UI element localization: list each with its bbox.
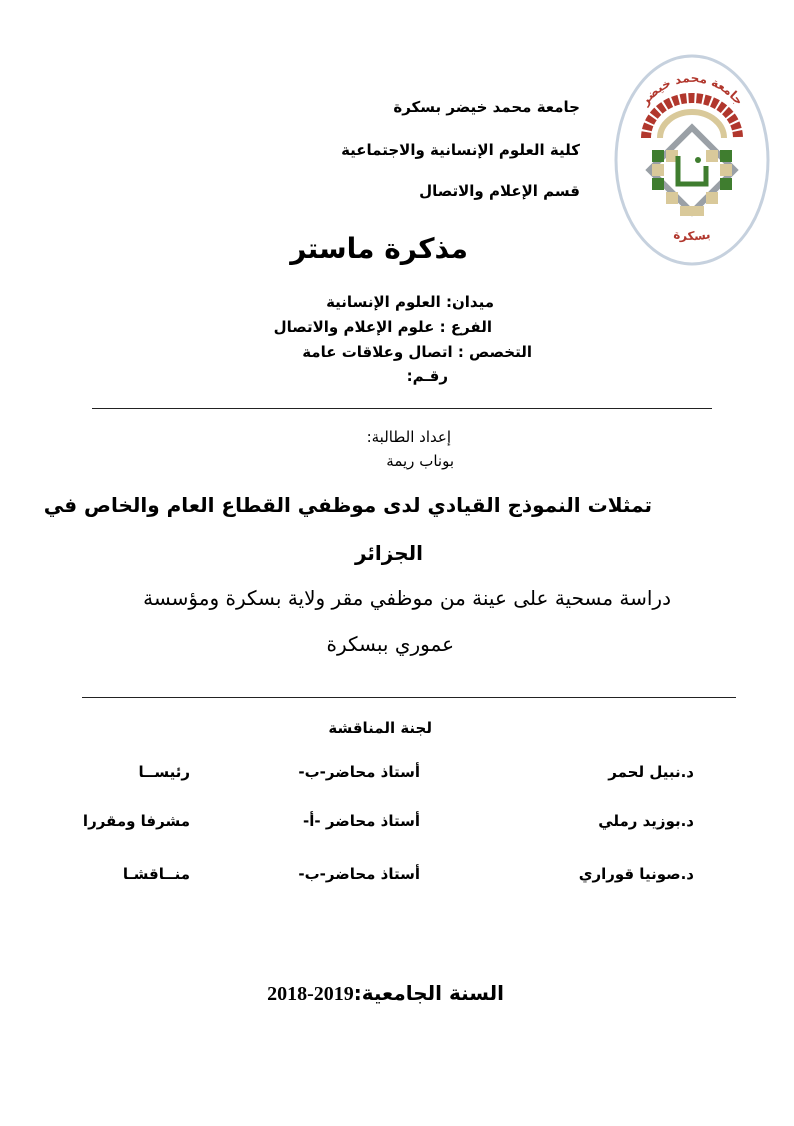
member-role: منــاقشـا [122, 865, 190, 883]
logo-top-text: جامعة محمد خيضر [637, 70, 747, 108]
divider-top [92, 408, 712, 409]
member-rank: أستاذ محاضر -أ- [303, 812, 420, 830]
faculty-name: كلية العلوم الإنسانية والاجتماعية [341, 141, 580, 159]
committee-heading: لجنة المناقشة [328, 719, 432, 737]
member-name: د.بوزيد رملي [598, 812, 694, 830]
field-domain: ميدان: العلوم الإنسانية [326, 293, 494, 311]
academic-year [267, 981, 504, 1006]
department-name: قسم الإعلام والاتصال [419, 182, 580, 200]
member-rank: أستاذ محاضر-ب- [298, 865, 420, 883]
student-name: بوناب ريمة [386, 452, 454, 470]
member-name: د.صونيا قوراري [578, 865, 694, 883]
thesis-title-line1: تمثلات النموذج القيادي لدى موظفي القطاع العام والخاص في [43, 493, 652, 517]
logo-bottom-text: بسكرة [672, 227, 712, 244]
member-role: مشرفا ومقررا [82, 812, 190, 830]
divider-bottom [82, 697, 736, 698]
thesis-subtitle-line1: دراسة مسحية على عينة من موظفي مقر ولاية بسكرة ومؤسسة [143, 586, 671, 610]
university-name: جامعة محمد خيضر بسكرة [393, 98, 580, 116]
university-logo [612, 52, 772, 272]
academic-year-value: 2019-2018 [267, 983, 354, 1005]
field-branch: الفرع : علوم الإعلام والاتصال [273, 318, 492, 336]
student-label: إعداد الطالبة: [366, 428, 451, 446]
field-specialty: التخصص : اتصال وعلاقات عامة [302, 343, 532, 361]
member-role: رئيســا [138, 763, 190, 781]
academic-year-label: السنة الجامعية: [353, 981, 504, 1005]
doc-type-title: مذكرة ماستر [290, 232, 468, 265]
member-name: د.نبيل لحمر [608, 763, 694, 781]
field-number: رقـم: [406, 367, 448, 385]
member-rank: أستاذ محاضر-ب- [298, 763, 420, 781]
thesis-title-line2: الجزائر [354, 541, 423, 565]
thesis-subtitle-line2: عموري ببسكرة [326, 632, 454, 656]
